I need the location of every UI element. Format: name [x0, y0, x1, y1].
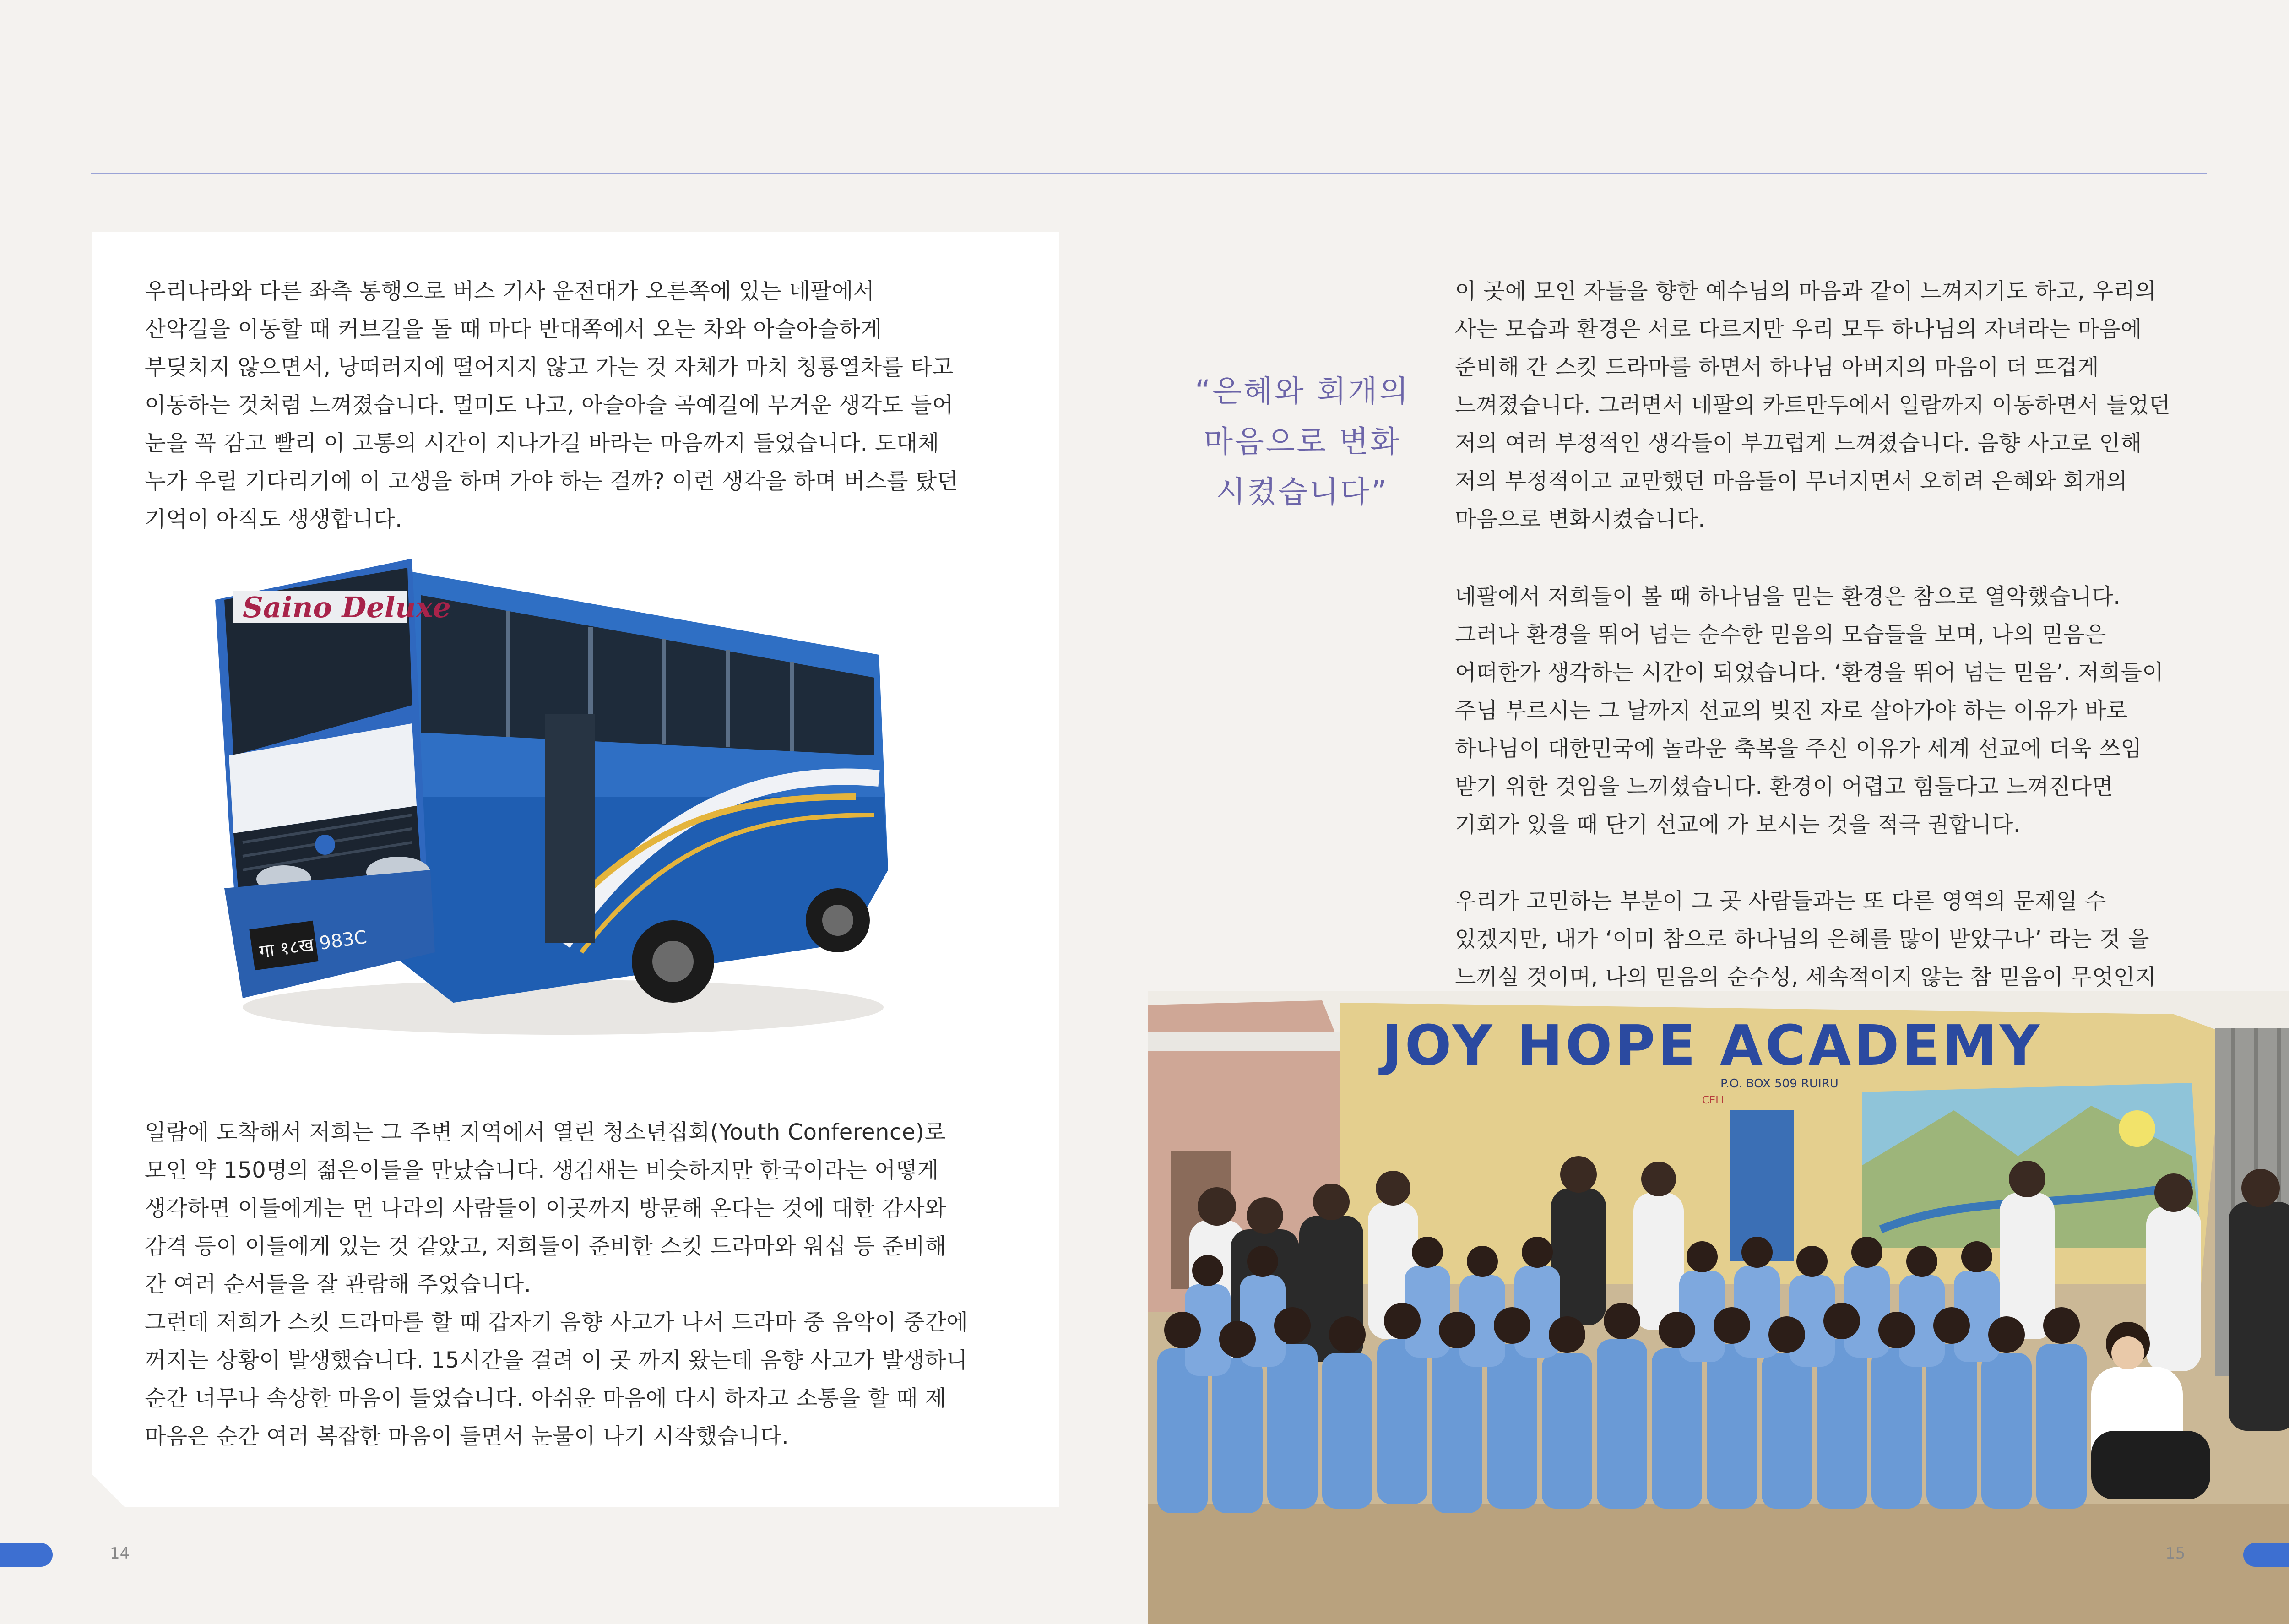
bus-photo — [215, 540, 911, 1053]
bus-destination-sign: Saino Deluxe — [243, 591, 451, 624]
school-sign-cell: CELL — [1702, 1095, 1727, 1106]
pull-quote: “은혜와 회개의 마음으로 변화 시켰습니다” — [1195, 374, 1410, 510]
school-sign: JOY HOPE ACADEMY — [1382, 1014, 2042, 1078]
left-paragraph-1: 우리나라와 다른 좌측 통행으로 버스 기사 운전대가 오른쪽에 있는 네팔에서 산악길을 이동할 때 커브길을 돌 때 마다 반대쪽에서 오는 차와 아슬아슬하게 부딪치지 않으면서, 낭떠러지에 떨어지지 않고 가는 것 자체가 마치 청룡열차를 타고 이동하는 것처럼 느껴졌습니다. 멀미도 나고, 아슬아슬 곡예길에 무거운 생각도 들어 눈을 꼭 감고 빨리 이 고통의 시간이 지나가길 바라는 마음까지 들었습니다. 도대체 누가 우릴 기다리기에 이 고생을 하며 가야 하는 걸까? 이런 생각을 하며 버스를 탔던 기억이 아직도 생생합니다. — [145, 278, 959, 532]
header-rule — [91, 173, 2207, 174]
group-photo-illustration — [1148, 991, 2289, 1624]
bus-illustration — [215, 540, 911, 1053]
right-paragraph-1: 이 곳에 모인 자들을 향한 예수님의 마음과 같이 느껴지기도 하고, 우리의 사는 모습과 환경은 서로 다르지만 우리 모두 하나님의 자녀라는 마음에 준비해 간 스킷 드라마를 하면서 하나님 아버지의 마음이 더 뜨겁게 느껴졌습니다. 그러면서 네팔의 카트만두에서 일람까지 이동하면서 들었던 저의 여러 부정적인 생각들이 부끄럽게 느껴졌습니다. 음향 사고로 인해 저의 부정적이고 교만했던 마음들이 무너지면서 오히려 은혜와 회개의 마음으로 변화시켰습니다. — [1455, 278, 2171, 532]
right-paragraph-2: 네팔에서 저희들이 볼 때 하나님을 믿는 환경은 참으로 열악했습니다. 그러나 환경을 뛰어 넘는 순수한 믿음의 모습들을 보며, 나의 믿음은 어떠한가 생각하는 시간이 되었습니다. ‘환경을 뛰어 넘는 믿음’. 저희들이 주님 부르시는 그 날까지 선교의 빚진 자로 살아가야 하는 이유가 바로 하나님이 대한민국에 놀라운 축복을 주신 이유가 세계 선교에 더욱 쓰임 받기 위한 것임을 느끼셨습니다. 환경이 어렵고 힘들다고 느껴진다면 기회가 있을 때 단기 선교에 가 보시는 것을 적극 권합니다. — [1455, 584, 2164, 837]
left-paragraph-2: 일람에 도착해서 저희는 그 주변 지역에서 열린 청소년집회(Youth Conference)로 모인 약 150명의 젊은이들을 만났습니다. 생김새는 비슷하지만 한국이라는 어떻게 생각하면 이들에게는 먼 나라의 사람들이 이곳까지 방문해 온다는 것에 대한 감사와 감격 등이 이들에게 있는 것 같았고, 저희들이 준비한 스킷 드라마와 워십 등 준비해 간 여러 순서들을 잘 관람해 주었습니다. 그런데 저희가 스킷 드라마를 할 때 갑자기 음향 사고가 나서 드라마 중 음악이 중간에 꺼지는 상황이 발생했습니다. 15시간을 걸려 이 곳 까지 왔는데 음향 사고가 발생하니 순간 너무나 속상한 마음이 들었습니다. 아쉬운 마음에 다시 하자고 소통을 할 때 제 마음은 순간 여러 복잡한 마음이 들면서 눈물이 나기 시작했습니다. — [145, 1119, 968, 1449]
left-page-tab — [0, 1543, 53, 1567]
right-paragraph-3: 우리가 고민하는 부분이 그 곳 사람들과는 또 다른 영역의 문제일 수 있겠지만, 내가 ‘이미 참으로 하나님의 은혜를 많이 받았구나’ 라는 것 을 느끼실 것이며, 나의 믿음의 순수성, 세속적이지 않는 참 믿음이 무엇인지 — [1455, 888, 2157, 990]
right-page-number: 15 — [2165, 1544, 2186, 1563]
group-photo — [1148, 991, 2289, 1624]
left-page-number: 14 — [110, 1544, 130, 1563]
right-page-tab — [2243, 1543, 2289, 1567]
school-sign-address: P.O. BOX 509 RUIRU — [1720, 1077, 1839, 1091]
bus-license-plate: गा १८ख 983C — [258, 926, 369, 963]
